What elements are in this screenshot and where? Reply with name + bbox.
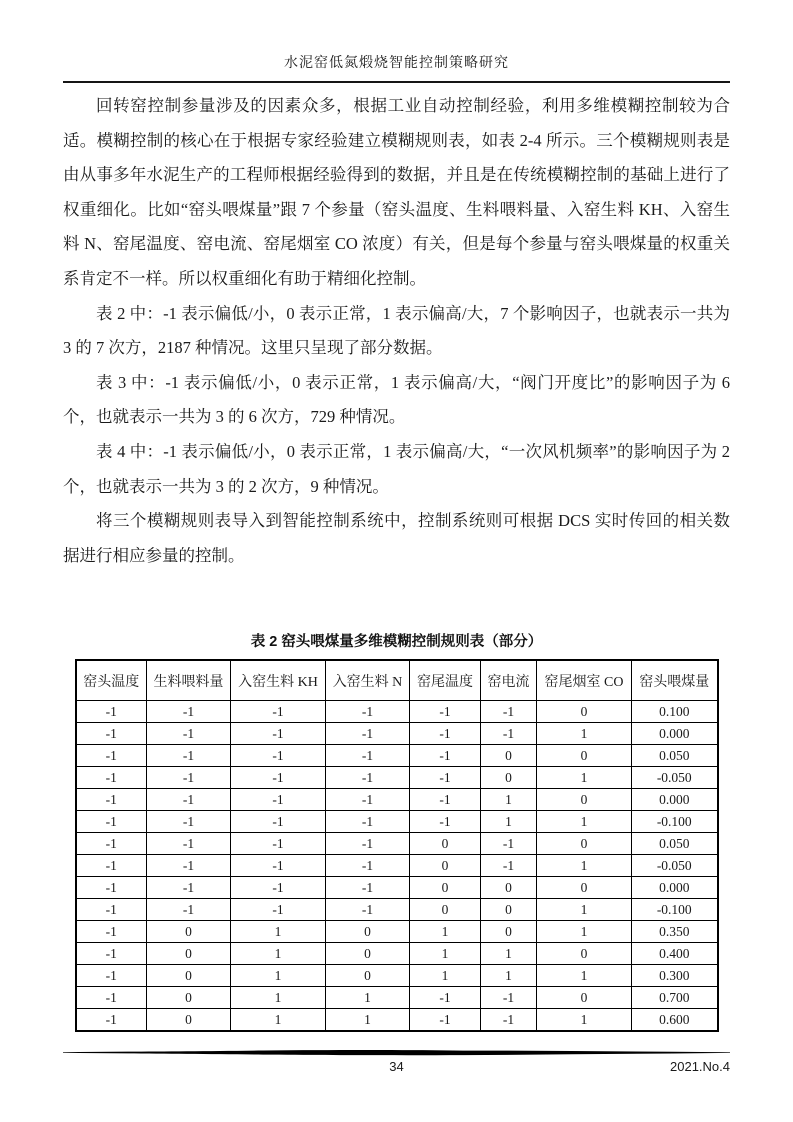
- table-cell: 0.300: [632, 965, 718, 987]
- table-cell: 1: [231, 987, 326, 1009]
- table-cell: -1: [410, 987, 481, 1009]
- table-row: [76, 921, 718, 943]
- table-cell: -1: [76, 987, 147, 1009]
- table-cell: -1: [326, 723, 410, 745]
- table-cell: -1: [326, 789, 410, 811]
- table-cell: -1: [326, 767, 410, 789]
- column-header: 生料喂料量: [147, 660, 231, 701]
- table-cell: 1: [537, 899, 632, 921]
- header-rule: [63, 81, 730, 83]
- footer-rule: [63, 1049, 730, 1057]
- table-cell: -1: [147, 789, 231, 811]
- fuzzy-rules-table: [75, 659, 719, 1032]
- rules-table-body: [76, 701, 718, 1032]
- table-cell: 0: [481, 899, 537, 921]
- footer-page-number: 34: [389, 1059, 404, 1074]
- table-cell: 0.000: [632, 723, 718, 745]
- table-cell: 0: [410, 877, 481, 899]
- table-cell: -1: [147, 899, 231, 921]
- table-cell: 1: [231, 921, 326, 943]
- table-row: [76, 855, 718, 877]
- table-cell: -1: [481, 987, 537, 1009]
- table-cell: -1: [76, 943, 147, 965]
- table-cell: 0: [147, 965, 231, 987]
- table-cell: -0.050: [632, 767, 718, 789]
- table-caption: 表 2 窑头喂煤量多维模糊控制规则表（部分）: [250, 634, 543, 650]
- table-cell: 1: [231, 943, 326, 965]
- table-cell: 0: [147, 1009, 231, 1032]
- table-cell: 0: [481, 767, 537, 789]
- table-cell: -1: [231, 811, 326, 833]
- table-row: [76, 745, 718, 767]
- table-header-row: [76, 660, 718, 701]
- table-cell: -1: [410, 767, 481, 789]
- table-cell: 1: [410, 943, 481, 965]
- table-cell: -1: [231, 899, 326, 921]
- table-cell: -0.050: [632, 855, 718, 877]
- table-cell: -1: [147, 745, 231, 767]
- column-header: 窑头喂煤量: [632, 660, 718, 701]
- table-cell: 0.000: [632, 877, 718, 899]
- footer-issue-label: 2021.No.4: [670, 1059, 730, 1074]
- table-cell: -0.100: [632, 899, 718, 921]
- column-header: 入窑生料 KH: [231, 660, 326, 701]
- table-cell: 0: [147, 921, 231, 943]
- table-cell: -1: [326, 701, 410, 723]
- table-cell: -1: [326, 811, 410, 833]
- table-row: [76, 701, 718, 723]
- table-cell: -1: [147, 767, 231, 789]
- table-cell: -1: [326, 899, 410, 921]
- table-row: [76, 1009, 718, 1032]
- paragraph: 回转窑控制参量涉及的因素众多，根据工业自动控制经验，利用多维模糊控制较为合适。模糊控制的核心在于根据专家经验建立模糊规则表，如表 2-4 所示。三个模糊规则表是由从事多年水泥生产的工程师根据经验得到的数据，并且是在传统模糊控制的基础上进行了权重细化。比如“窑头喂煤量”跟 7 个参量（窑头温度、生料喂料量、入窑生料 KH、入窑生料 N、窑尾温度、窑电流、窑尾烟室 CO 浓度）有关，但是每个参量与窑头喂煤量的权重关系肯定不一样。所以权重细化有助于精细化控制。: [63, 96, 730, 288]
- table-cell: 0: [481, 921, 537, 943]
- table-cell: 1: [537, 921, 632, 943]
- paragraph: 将三个模糊规则表导入到智能控制系统中，控制系统则可根据 DCS 实时传回的相关数据进行相应参量的控制。: [63, 511, 730, 565]
- table-cell: -1: [231, 767, 326, 789]
- table-cell: -1: [147, 811, 231, 833]
- table-cell: 0: [410, 833, 481, 855]
- table-cell: -1: [410, 811, 481, 833]
- table-cell: -1: [231, 745, 326, 767]
- table-row: [76, 789, 718, 811]
- table-cell: 1: [537, 1009, 632, 1032]
- body-text: [63, 89, 730, 573]
- table-cell: 0: [537, 833, 632, 855]
- table-cell: 0: [326, 965, 410, 987]
- table-cell: 1: [537, 723, 632, 745]
- table-cell: 1: [410, 921, 481, 943]
- table-cell: -1: [326, 833, 410, 855]
- table-cell: -1: [147, 723, 231, 745]
- table-cell: 0: [537, 987, 632, 1009]
- table-cell: 1: [326, 1009, 410, 1032]
- table-cell: -1: [76, 811, 147, 833]
- table-cell: 0: [481, 745, 537, 767]
- table-cell: 1: [537, 811, 632, 833]
- table-cell: -1: [76, 877, 147, 899]
- table-cell: 0: [537, 789, 632, 811]
- table-cell: -1: [410, 1009, 481, 1032]
- table-cell: -1: [76, 789, 147, 811]
- table-cell: -1: [76, 921, 147, 943]
- table-cell: 1: [481, 811, 537, 833]
- table-cell: 0: [537, 745, 632, 767]
- paragraph: 表 2 中：-1 表示偏低/小，0 表示正常，1 表示偏高/大，7 个影响因子，也就表示一共为 3 的 7 次方，2187 种情况。这里只呈现了部分数据。: [63, 303, 730, 358]
- paragraph: 表 3 中：-1 表示偏低/小，0 表示正常，1 表示偏高/大，“阀门开度比”的影响因子为 6 个，也就表示一共为 3 的 6 次方，729 种情况。: [63, 372, 730, 427]
- table-cell: -1: [410, 745, 481, 767]
- table-cell: -1: [147, 877, 231, 899]
- table-cell: 0.600: [632, 1009, 718, 1032]
- table-cell: -1: [76, 1009, 147, 1032]
- table-cell: 0: [326, 943, 410, 965]
- table-cell: 0: [481, 877, 537, 899]
- table-block: [63, 630, 730, 1032]
- table-row: [76, 723, 718, 745]
- table-cell: -1: [147, 833, 231, 855]
- table-cell: 1: [537, 855, 632, 877]
- column-header: 窑尾烟室 CO: [537, 660, 632, 701]
- table-cell: -1: [76, 745, 147, 767]
- table-row: [76, 943, 718, 965]
- table-cell: 1: [481, 965, 537, 987]
- table-cell: 0.700: [632, 987, 718, 1009]
- table-cell: 0.050: [632, 833, 718, 855]
- table-cell: -1: [410, 723, 481, 745]
- table-cell: 1: [481, 789, 537, 811]
- table-row: [76, 877, 718, 899]
- table-cell: 0.400: [632, 943, 718, 965]
- running-head-title: 水泥窑低氮煅烧智能控制策略研究: [284, 56, 509, 71]
- table-cell: -0.100: [632, 811, 718, 833]
- table-cell: 0: [537, 943, 632, 965]
- table-cell: -1: [410, 701, 481, 723]
- table-cell: 0: [410, 855, 481, 877]
- table-cell: 0: [537, 877, 632, 899]
- table-cell: 0: [326, 921, 410, 943]
- table-cell: 1: [231, 1009, 326, 1032]
- table-cell: -1: [231, 701, 326, 723]
- table-cell: -1: [76, 701, 147, 723]
- table-row: [76, 833, 718, 855]
- table-row: [76, 767, 718, 789]
- table-cell: -1: [76, 899, 147, 921]
- table-cell: -1: [76, 833, 147, 855]
- table-cell: -1: [326, 855, 410, 877]
- table-cell: -1: [147, 701, 231, 723]
- table-cell: -1: [231, 789, 326, 811]
- table-row: [76, 965, 718, 987]
- table-cell: 0.100: [632, 701, 718, 723]
- table-cell: 0: [537, 701, 632, 723]
- table-cell: 0: [410, 899, 481, 921]
- table-cell: 1: [231, 965, 326, 987]
- table-cell: -1: [76, 855, 147, 877]
- table-cell: -1: [231, 833, 326, 855]
- table-cell: 0: [147, 943, 231, 965]
- table-cell: 0: [147, 987, 231, 1009]
- table-cell: -1: [481, 723, 537, 745]
- column-header: 窑电流: [481, 660, 537, 701]
- table-cell: -1: [410, 789, 481, 811]
- table-cell: -1: [326, 745, 410, 767]
- column-header: 窑头温度: [76, 660, 147, 701]
- table-row: [76, 987, 718, 1009]
- table-row: [76, 899, 718, 921]
- table-cell: 0.350: [632, 921, 718, 943]
- table-cell: -1: [481, 855, 537, 877]
- table-cell: -1: [231, 723, 326, 745]
- table-cell: -1: [76, 767, 147, 789]
- table-cell: -1: [481, 701, 537, 723]
- table-cell: -1: [481, 1009, 537, 1032]
- table-cell: -1: [231, 877, 326, 899]
- paragraph: 表 4 中：-1 表示偏低/小，0 表示正常，1 表示偏高/大，“一次风机频率”的影响因子为 2 个，也就表示一共为 3 的 2 次方，9 种情况。: [63, 441, 730, 496]
- table-cell: 0.000: [632, 789, 718, 811]
- table-cell: 1: [537, 767, 632, 789]
- table-cell: -1: [481, 833, 537, 855]
- table-cell: 0.050: [632, 745, 718, 767]
- table-cell: 1: [537, 965, 632, 987]
- table-cell: -1: [326, 877, 410, 899]
- table-cell: 1: [410, 965, 481, 987]
- table-cell: -1: [76, 723, 147, 745]
- table-cell: -1: [147, 855, 231, 877]
- table-cell: 1: [326, 987, 410, 1009]
- column-header: 入窑生料 N: [326, 660, 410, 701]
- table-cell: -1: [231, 855, 326, 877]
- table-cell: -1: [76, 965, 147, 987]
- column-header: 窑尾温度: [410, 660, 481, 701]
- table-row: [76, 811, 718, 833]
- table-cell: 1: [481, 943, 537, 965]
